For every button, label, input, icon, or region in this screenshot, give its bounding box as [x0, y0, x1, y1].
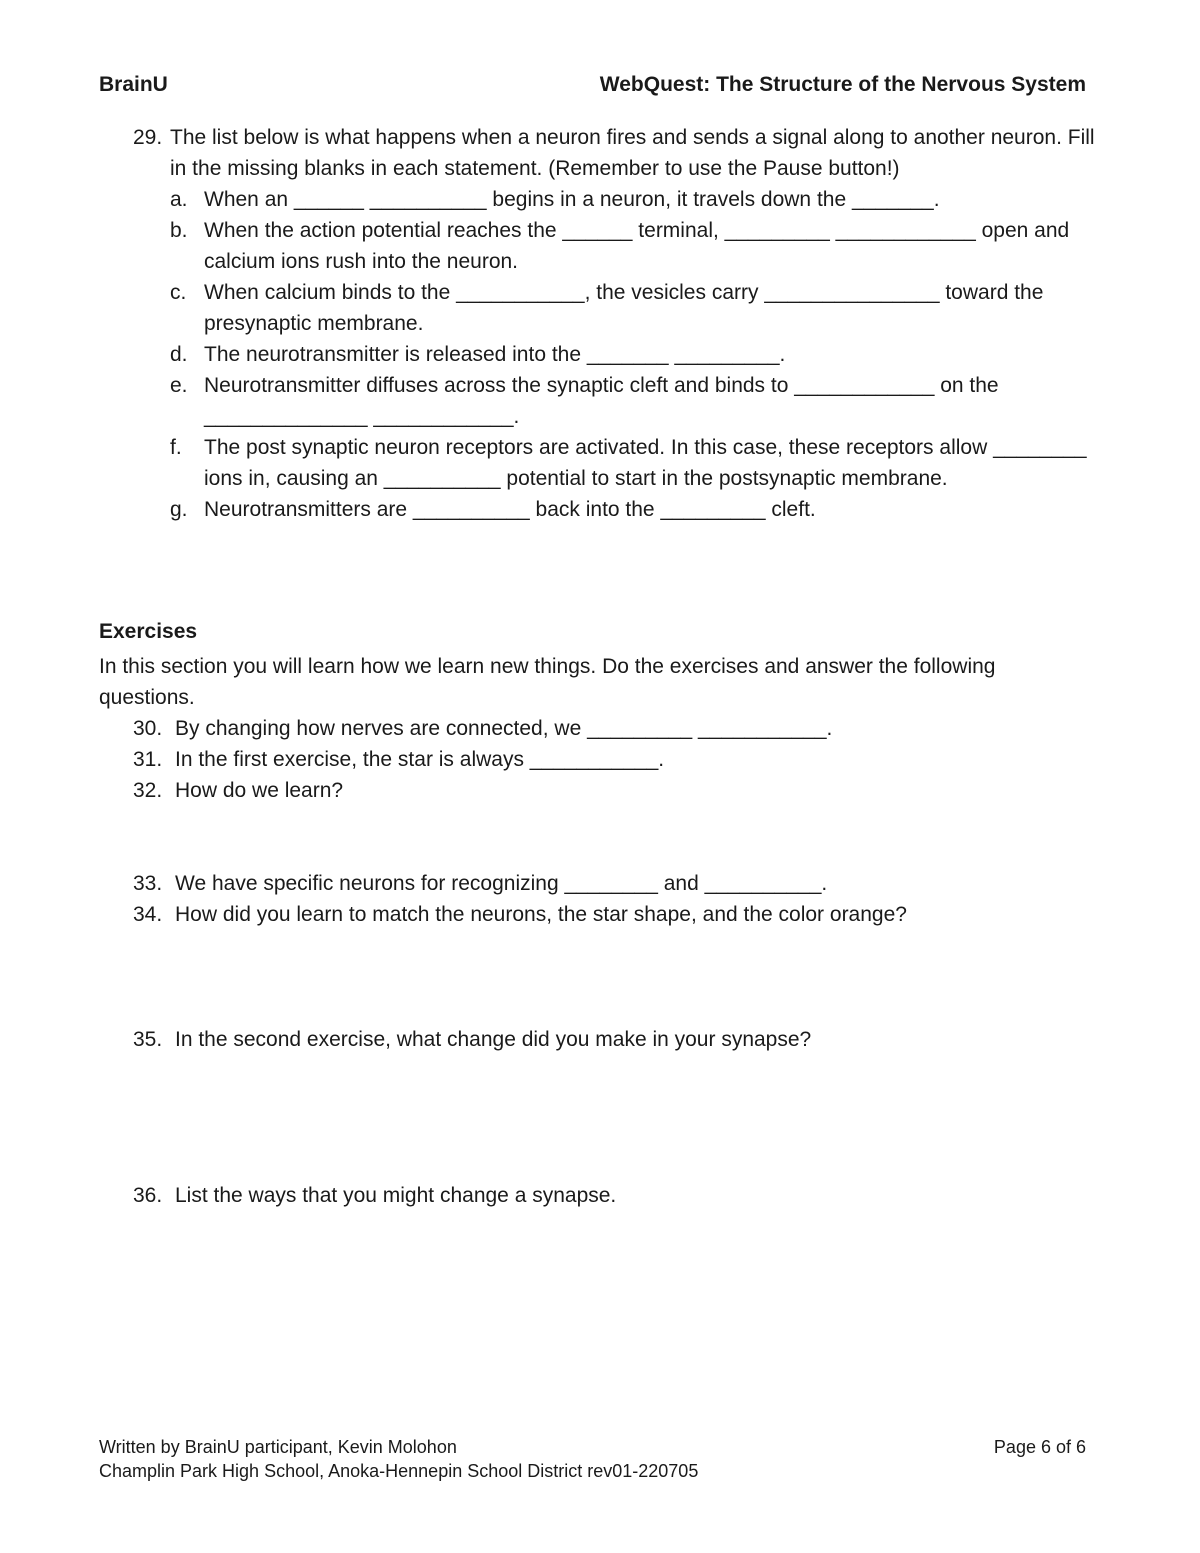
question-number: 29.: [133, 126, 163, 149]
question-text: We have specific neurons for recognizing ________ and __________.: [175, 872, 828, 895]
question-number: 32.: [133, 779, 163, 802]
question-35: [133, 1024, 811, 1055]
item-letter: b.: [170, 219, 188, 242]
question-32: [133, 775, 343, 806]
item-text: The neurotransmitter is released into the _______ _________.: [204, 343, 786, 366]
section-heading: Exercises: [99, 620, 198, 643]
list-item: [133, 370, 1113, 432]
list-item: [133, 494, 1113, 525]
list-item: [133, 339, 1113, 370]
question-number: 36.: [133, 1184, 163, 1207]
item-text: The post synaptic neuron receptors are activated. In this case, these receptors allow ________ ions in, causing an __________ potential to start in the postsynaptic membrane.: [204, 436, 1087, 490]
question-number: 30.: [133, 717, 163, 740]
question-text: The list below is what happens when a neuron fires and sends a signal along to another neuron. Fill in the missing blanks in each statement. (Remember to use the Pause button!): [170, 126, 1095, 180]
question-text: List the ways that you might change a synapse.: [175, 1184, 617, 1207]
section-intro: In this section you will learn how we learn new things. Do the exercises and answer the following questions.: [99, 655, 996, 709]
question-29: [133, 122, 1113, 525]
list-item: [133, 277, 1113, 339]
question-text: By changing how nerves are connected, we _________ ___________.: [175, 717, 833, 740]
item-letter: d.: [170, 343, 188, 366]
page-number: Page 6 of 6: [993, 1437, 1086, 1457]
question-34: [133, 899, 907, 930]
header-brand: BrainU: [99, 73, 168, 96]
question-number: 35.: [133, 1028, 163, 1051]
question-text: How did you learn to match the neurons, the star shape, and the color orange?: [175, 903, 907, 926]
question-text: In the first exercise, the star is always ___________.: [175, 748, 665, 771]
question-29-items: [133, 184, 1113, 525]
list-item: [133, 184, 1113, 215]
footer-author: Written by BrainU participant, Kevin Molohon: [99, 1437, 457, 1457]
item-letter: g.: [170, 498, 188, 521]
item-text: When the action potential reaches the ______ terminal, _________ ____________ open and calcium ions rush into the neuron.: [204, 219, 1070, 273]
item-letter: e.: [170, 374, 188, 397]
item-text: When an ______ __________ begins in a neuron, it travels down the _______.: [204, 188, 940, 211]
question-36: [133, 1180, 616, 1211]
item-letter: f.: [170, 436, 182, 459]
question-number: 31.: [133, 748, 163, 771]
item-text: Neurotransmitter diffuses across the synaptic cleft and binds to ____________ on the ______________ ____________.: [204, 374, 999, 428]
question-text: In the second exercise, what change did you make in your synapse?: [175, 1028, 812, 1051]
item-letter: a.: [170, 188, 188, 211]
footer-school: Champlin Park High School, Anoka-Hennepin School District rev01-220705: [99, 1461, 699, 1481]
question-31: [133, 744, 664, 775]
question-text: How do we learn?: [175, 779, 344, 802]
item-text: When calcium binds to the ___________, the vesicles carry _______________ toward the presynaptic membrane.: [204, 281, 1044, 335]
question-number: 33.: [133, 872, 163, 895]
question-33: [133, 868, 827, 899]
question-number: 34.: [133, 903, 163, 926]
list-item: [133, 432, 1113, 494]
header-title: WebQuest: The Structure of the Nervous System: [599, 73, 1086, 96]
question-29-stem: [133, 122, 1113, 184]
question-30: [133, 713, 832, 744]
item-letter: c.: [170, 281, 187, 304]
item-text: Neurotransmitters are __________ back into the _________ cleft.: [204, 498, 816, 521]
list-item: [133, 215, 1113, 277]
